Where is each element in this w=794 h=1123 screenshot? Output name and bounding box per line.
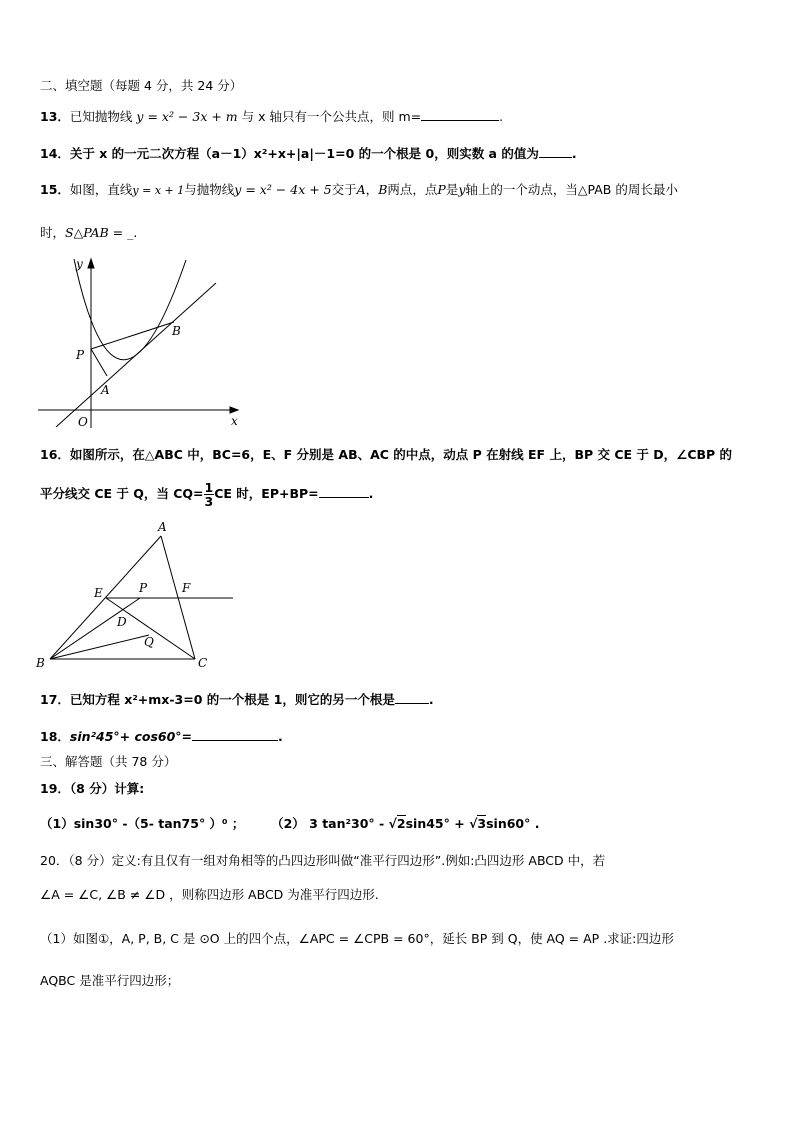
x-axis-arrow [230, 407, 238, 413]
question-20-line2: ∠A = ∠C, ∠B ≠ ∠D ，则称四边形 ABCD 为准平行四边形. [40, 887, 379, 902]
q13-answer-blank[interactable] [421, 108, 499, 121]
question-16-line2: 平分线交 CE 于 Q，当 CQ= $\frac{1}{3}$ CE 时，EP+BP= . [40, 480, 374, 509]
segment-pb [91, 322, 174, 349]
question-15: 15．如图，直线y = x + 1与抛物线y = x² − 4x + 5交于A，B两点，点P是y轴上的一个动点，当△PAB 的周长最小 [40, 182, 678, 197]
label-p: P [139, 581, 148, 595]
question-14 [40, 145, 577, 163]
sqrt-3: √3 [469, 816, 487, 831]
q13-number: 13． [40, 109, 70, 124]
question-16 [40, 446, 732, 464]
section-2-title: 二、填空题（每题 4 分，共 24 分） [40, 78, 243, 93]
label-q: Q [144, 635, 154, 649]
q13-text: 已知抛物线 [69, 109, 133, 124]
q15-number: 15． [40, 182, 70, 197]
label-b: B [172, 324, 181, 338]
label-o: O [78, 415, 88, 429]
q15-area-blank[interactable]: S△PAB = _ [65, 225, 134, 240]
question-20-part1-line2: AQBC 是准平行四边形； [40, 973, 180, 988]
question-19-parts: （1）sin30° -（5- tan75° ）⁰ ； （2） 3 tan²30° - √2sin45° + √3sin60° . [40, 816, 540, 831]
label-e: E [94, 586, 103, 600]
q16-answer-blank[interactable] [319, 485, 369, 498]
sqrt-2: √2 [388, 816, 406, 831]
q19-part-1: （1）sin30° -（5- tan75° ）⁰ ； [40, 816, 245, 831]
question-20-part1: （1）如图①，A, P, B, C 是 ⊙O 上的四个点，∠APC = ∠CPB = 60°，延长 BP 到 Q，使 AQ = AP .求证:四边形 [40, 931, 674, 946]
label-x: x [231, 414, 238, 428]
q14-number: 14． [40, 146, 70, 161]
q16-figure [32, 516, 242, 676]
q16-number: 16． [40, 447, 70, 462]
question-20: 20．（8 分）定义:有且仅有一组对角相等的凸四边形叫做“准平行四边形”.例如:凸四边形 ABCD 中，若 [40, 853, 606, 868]
question-13 [40, 108, 503, 126]
q13-parabola: y = x² − 3x + m [136, 109, 238, 124]
label-p: P [76, 348, 85, 362]
q15-figure [34, 250, 249, 435]
label-y: y [76, 257, 83, 271]
y-axis-arrow [88, 259, 94, 268]
q16-text: 如图所示，在△ABC 中，BC=6，E、F 分别是 AB、AC 的中点，动点 P 在射线 EF 上，BP 交 CE 于 D，∠CBP 的 [69, 447, 733, 462]
segment-pa [91, 349, 107, 376]
label-f: F [182, 581, 191, 595]
q14-text: 关于 x 的一元二次方程（a－1）x²+x+|a|－1=0 的一个根是 0，则实数 a 的值为 [69, 146, 539, 161]
label-d: D [117, 615, 127, 629]
question-17: 17．已知方程 x²+mx-3=0 的一个根是 1，则它的另一个根是 . [40, 692, 434, 707]
label-b: B [36, 656, 45, 670]
section-3-title: 三、解答题（共 78 分） [40, 754, 177, 769]
q15-line-eq: y = x + 1 [132, 184, 185, 197]
label-a: A [158, 520, 167, 534]
fraction-one-third: $\frac{1}{3}$ [204, 480, 214, 509]
q17-answer-blank[interactable] [395, 691, 429, 704]
q14-answer-blank[interactable] [539, 145, 572, 158]
label-c: C [198, 656, 208, 670]
question-15-line2: 时，S△PAB = _. [40, 225, 138, 240]
segment-bq [50, 635, 149, 659]
q15-text: 如图，直线 [69, 182, 133, 197]
q15-parabola-eq: y = x² − 4x + 5 [234, 182, 332, 197]
question-18: 18．sin²45°+ cos60°= . [40, 729, 283, 744]
q13-end: . [499, 109, 504, 124]
q13-condition: 与 x 轴只有一个公共点，则 m= [241, 109, 422, 124]
q14-end: . [571, 146, 577, 161]
question-19: 19．（8 分）计算: [40, 781, 145, 796]
label-a: A [101, 383, 110, 397]
q19-part-2: （2） 3 tan²30° - [271, 816, 385, 831]
q18-answer-blank[interactable] [192, 728, 278, 741]
